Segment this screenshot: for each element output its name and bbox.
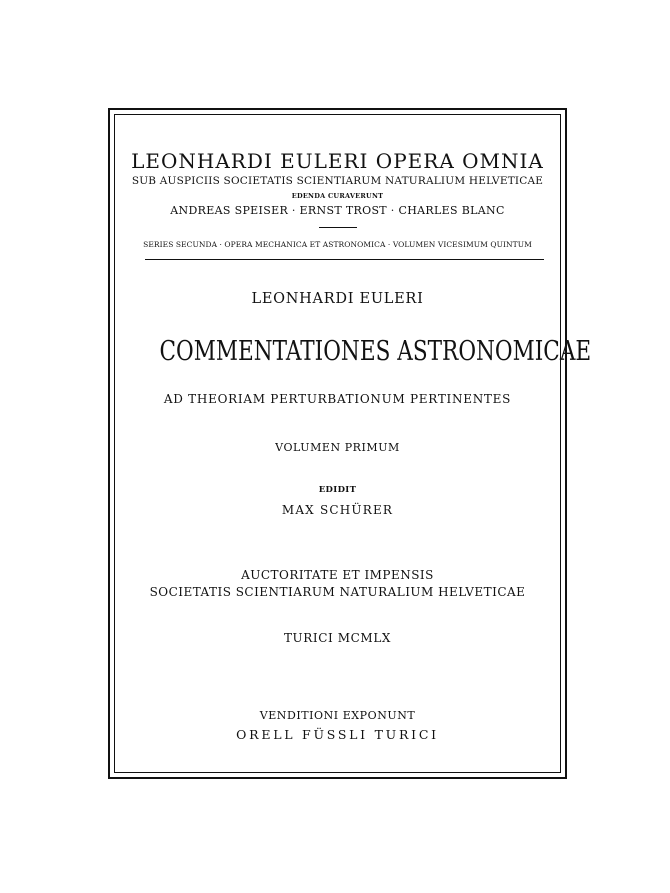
title-page-outer-border <box>108 108 592 779</box>
volume-editor: MAX SCHÜRER <box>281 503 394 517</box>
title-page-inner-border <box>114 114 592 773</box>
book-title: COMMENTATIONES ASTRONOMICAE <box>159 336 592 367</box>
venditioni-line: VENDITIONI EXPONUNT <box>259 709 416 722</box>
edidit-label: EDIDIT <box>318 485 357 495</box>
book-subtitle: AD THEORIAM PERTURBATIONUM PERTINENTES <box>163 392 512 406</box>
series-volume-line: SERIES SECUNDA · OPERA MECHANICA ET ASTRONOMICA · VOLUMEN VICESIMUM QUINTUM <box>143 240 532 249</box>
volume-label: VOLUMEN PRIMUM <box>275 441 400 454</box>
series-title: LEONHARDI EULERI OPERA OMNIA <box>131 149 544 173</box>
auctoritate-line: AUCTORITATE ET IMPENSIS <box>241 568 434 582</box>
edenda-curaverunt: EDENDA CURAVERUNT <box>291 192 384 200</box>
place-date: TURICI MCMLX <box>283 631 392 645</box>
long-divider <box>145 259 544 260</box>
societatis-line: SOCIETATIS SCIENTIARUM NATURALIUM HELVETICAE <box>149 585 526 599</box>
series-editors: ANDREAS SPEISER · ERNST TROST · CHARLES BLANC <box>170 204 505 217</box>
series-subtitle: SUB AUSPICIIS SOCIETATIS SCIENTIARUM NATURALIUM HELVETICAE <box>131 175 544 187</box>
publisher: ORELL FÜSSLI TURICI <box>236 727 439 742</box>
book-author: LEONHARDI EULERI <box>251 291 424 307</box>
short-divider <box>319 227 357 228</box>
